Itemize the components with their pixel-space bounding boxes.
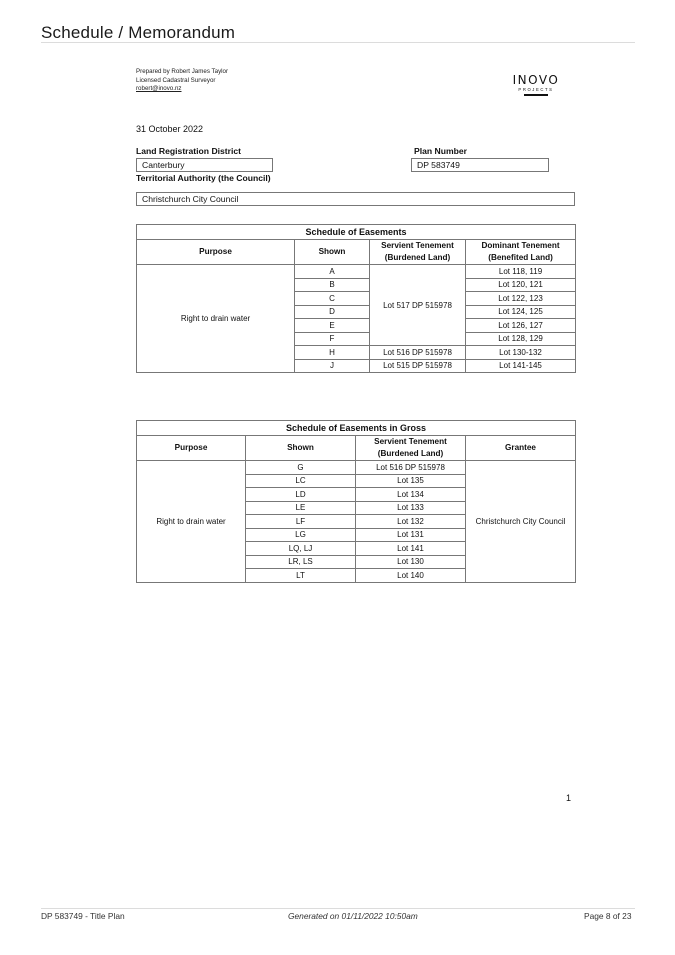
easement-dominant-cell: Lot 130-132 xyxy=(466,346,576,360)
easement-shown-cell: B xyxy=(295,278,370,292)
plan-number-field: DP 583749 xyxy=(411,158,549,172)
easements-header-dominant xyxy=(466,240,576,265)
title-divider xyxy=(41,42,635,43)
gross-servient-cell: Lot 132 xyxy=(356,515,466,529)
gross-shown-cell: LF xyxy=(246,515,356,529)
footer-page-count: Page 8 of 23 xyxy=(584,911,632,921)
land-registration-district-label: Land Registration District xyxy=(136,146,242,156)
easement-dominant-cell: Lot 128, 129 xyxy=(466,332,576,346)
inovo-logo xyxy=(510,74,562,100)
gross-shown-cell: LT xyxy=(246,569,356,583)
gross-header-purpose: Purpose xyxy=(137,436,246,461)
table-row xyxy=(137,265,576,279)
gross-title: Schedule of Easements in Gross xyxy=(137,421,576,436)
table-row xyxy=(137,461,576,475)
preparer-name: Prepared by Robert James Taylor xyxy=(136,68,229,75)
easements-header-servient-line2: (Burdened Land) xyxy=(384,253,451,262)
easement-servient-cell: Lot 516 DP 515978 xyxy=(370,346,466,360)
easement-shown-cell: F xyxy=(295,332,370,346)
gross-servient-cell: Lot 516 DP 515978 xyxy=(356,461,466,475)
gross-servient-cell: Lot 133 xyxy=(356,501,466,515)
easement-shown-cell: H xyxy=(295,346,370,360)
easement-shown-cell: A xyxy=(295,265,370,279)
gross-header-servient xyxy=(356,436,466,461)
easements-header-purpose: Purpose xyxy=(137,240,295,265)
gross-shown-cell: LE xyxy=(246,501,356,515)
easements-header-shown: Shown xyxy=(295,240,370,265)
gross-shown-cell: LD xyxy=(246,488,356,502)
easements-header-servient-line1: Servient Tenement xyxy=(381,241,454,250)
gross-header-servient-line1: Servient Tenement xyxy=(374,437,447,446)
easement-dominant-cell: Lot 118, 119 xyxy=(466,265,576,279)
territorial-authority-label: Territorial Authority (the Council) xyxy=(136,173,271,183)
gross-grantee-cell: Christchurch City Council xyxy=(466,461,576,583)
gross-servient-cell: Lot 141 xyxy=(356,542,466,556)
schedule-of-easements-in-gross-table xyxy=(136,420,576,583)
easement-shown-cell: D xyxy=(295,305,370,319)
land-registration-district-field: Canterbury xyxy=(136,158,273,172)
easement-dominant-cell: Lot 120, 121 xyxy=(466,278,576,292)
gross-header-servient-line2: (Burdened Land) xyxy=(377,449,444,458)
preparer-role: Licensed Cadastral Surveyor xyxy=(136,76,216,84)
preparer-email-link[interactable]: robert@inovo.nz xyxy=(136,85,182,93)
easement-shown-cell: J xyxy=(295,359,370,373)
footer-plan-label: DP 583749 - Title Plan xyxy=(41,911,125,921)
gross-servient-cell: Lot 140 xyxy=(356,569,466,583)
easements-header-dominant-line2: (Benefited Land) xyxy=(488,253,553,262)
logo-mark: INOVO xyxy=(512,73,560,87)
easement-dominant-cell: Lot 141-145 xyxy=(466,359,576,373)
document-date: 31 October 2022 xyxy=(136,124,204,134)
easements-purpose-cell: Right to drain water xyxy=(137,265,295,373)
easement-shown-cell: C xyxy=(295,292,370,306)
schedule-of-easements-table xyxy=(136,224,576,373)
plan-number-label: Plan Number xyxy=(414,146,468,156)
easement-dominant-cell: Lot 122, 123 xyxy=(466,292,576,306)
gross-shown-cell: LG xyxy=(246,528,356,542)
easement-servient-cell: Lot 515 DP 515978 xyxy=(370,359,466,373)
page-title: Schedule / Memorandum xyxy=(41,23,236,42)
gross-header-grantee: Grantee xyxy=(466,436,576,461)
footer-divider xyxy=(41,908,635,909)
gross-servient-cell: Lot 131 xyxy=(356,528,466,542)
easement-dominant-cell: Lot 126, 127 xyxy=(466,319,576,333)
easements-header-dominant-line1: Dominant Tenement xyxy=(481,241,560,250)
gross-shown-cell: G xyxy=(246,461,356,475)
logo-subtitle: PROJECTS xyxy=(518,87,554,92)
footer-generated-timestamp: Generated on 01/11/2022 10:50am xyxy=(288,911,418,921)
gross-servient-cell: Lot 130 xyxy=(356,555,466,569)
easements-header-servient xyxy=(370,240,466,265)
easements-title: Schedule of Easements xyxy=(137,225,576,240)
preparer-block xyxy=(136,68,228,94)
territorial-authority-field: Christchurch City Council xyxy=(136,192,575,206)
page-number: 1 xyxy=(566,793,572,803)
gross-header-shown: Shown xyxy=(246,436,356,461)
gross-shown-cell: LR, LS xyxy=(246,555,356,569)
gross-shown-cell: LQ, LJ xyxy=(246,542,356,556)
gross-servient-cell: Lot 135 xyxy=(356,474,466,488)
easements-servient-group-cell: Lot 517 DP 515978 xyxy=(370,265,466,346)
gross-servient-cell: Lot 134 xyxy=(356,488,466,502)
gross-purpose-cell: Right to drain water xyxy=(137,461,246,583)
easement-shown-cell: E xyxy=(295,319,370,333)
gross-shown-cell: LC xyxy=(246,474,356,488)
easement-dominant-cell: Lot 124, 125 xyxy=(466,305,576,319)
logo-underline xyxy=(524,94,548,96)
